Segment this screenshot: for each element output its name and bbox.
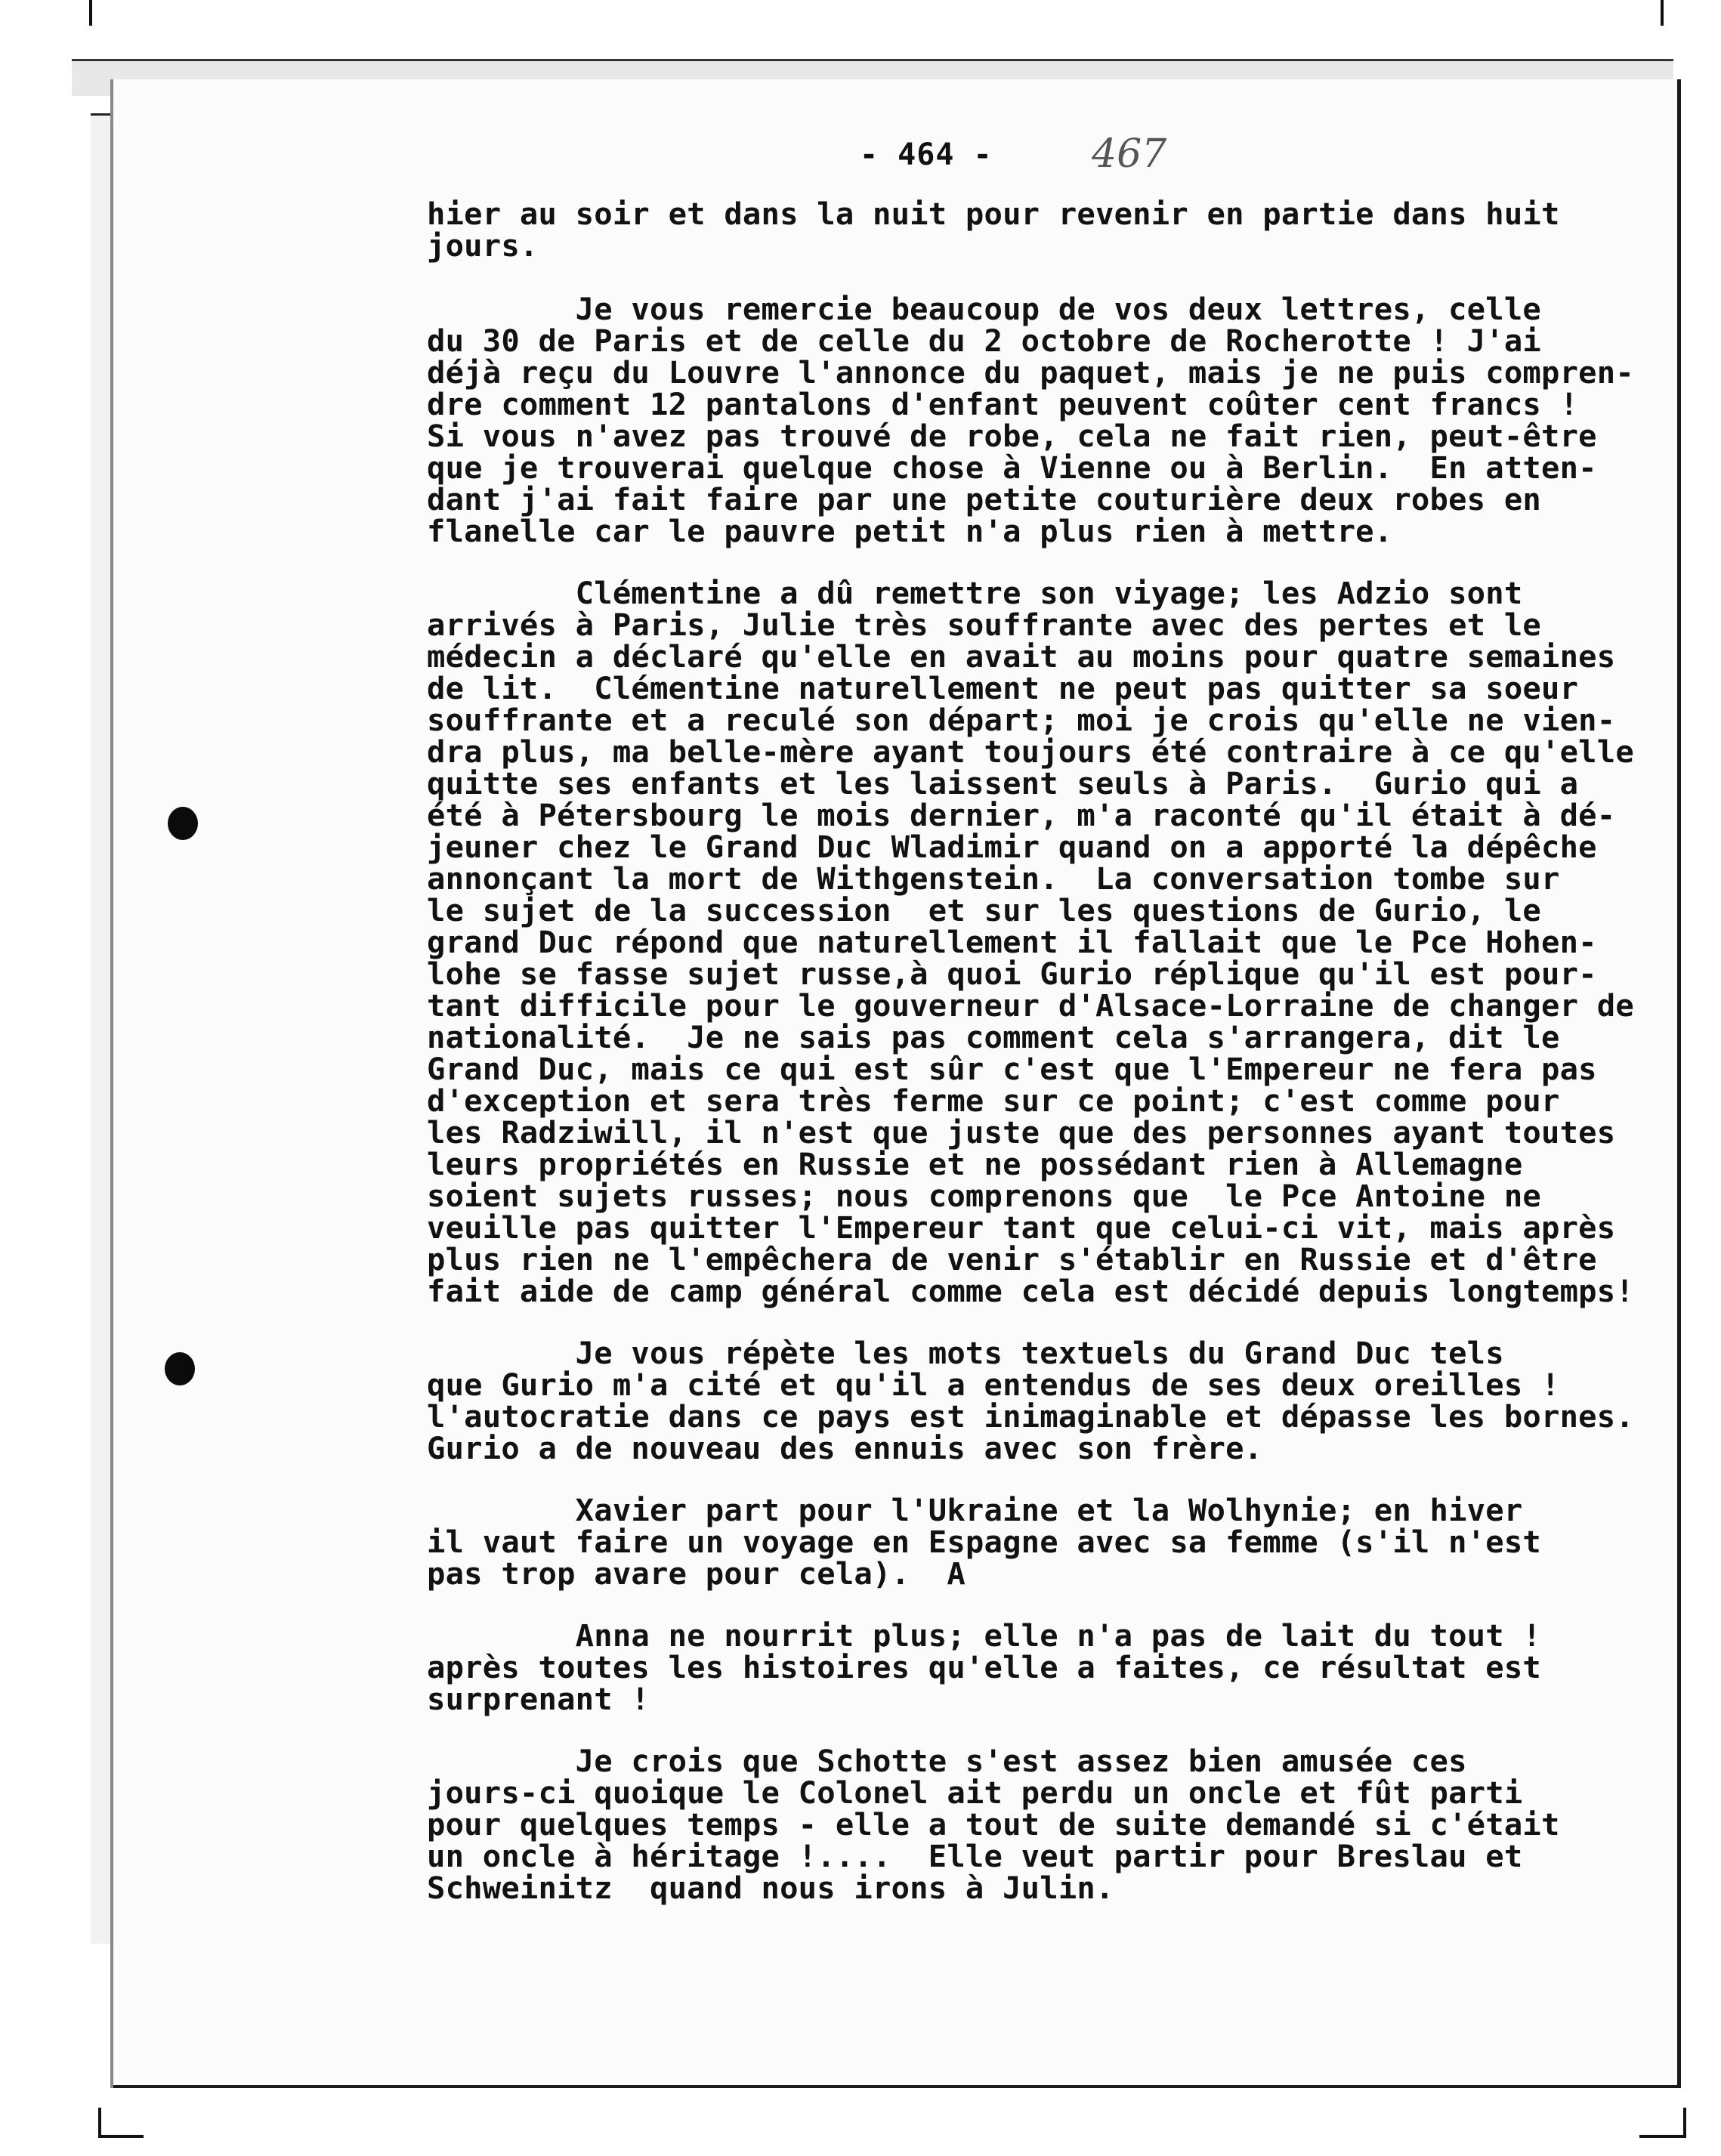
text-line: déjà reçu du Louvre l'annonce du paquet, mais je ne puis compren- — [427, 354, 1634, 391]
text-line: pour quelques temps - elle a tout de suite demandé si c'était — [427, 1806, 1560, 1842]
scan-corner-mark — [1683, 2108, 1686, 2138]
scan-corner-mark — [98, 2135, 144, 2138]
scan-corner-mark — [89, 0, 92, 26]
scan-corner-mark — [1661, 0, 1664, 26]
page-number: - 464 - — [860, 137, 993, 172]
text-line: plus rien ne l'empêchera de venir s'établir en Russie et d'être — [427, 1241, 1597, 1277]
text-line: Gurio a de nouveau des ennuis avec son frère. — [427, 1430, 1263, 1466]
text-line: d'exception et sera très ferme sur ce point; c'est comme pour — [427, 1083, 1560, 1119]
text-line: Je crois que Schotte s'est assez bien amusée ces — [427, 1743, 1467, 1779]
text-line: de lit. Clémentine naturellement ne peut pas quitter sa soeur — [427, 670, 1579, 706]
page-header — [0, 131, 1721, 183]
text-line: Clémentine a dû remettre son viyage; les Adzio sont — [427, 575, 1523, 611]
text-line: un oncle à héritage !.... Elle veut partir pour Breslau et — [427, 1838, 1523, 1874]
paragraph — [427, 1617, 1651, 1717]
text-line: leurs propriétés en Russie et ne possédant rien à Allemagne — [427, 1146, 1523, 1182]
text-line: après toutes les histoires qu'elle a faites, ce résultat est — [427, 1649, 1541, 1685]
text-line: arrivés à Paris, Julie très souffrante avec des pertes et le — [427, 607, 1541, 643]
text-line: Schweinitz quand nous irons à Julin. — [427, 1870, 1114, 1906]
text-line: Si vous n'avez pas trouvé de robe, cela ne fait rien, peut-être — [427, 418, 1597, 454]
letter-body — [427, 198, 1651, 1934]
text-line: dre comment 12 pantalons d'enfant peuvent coûter cent francs ! — [427, 386, 1579, 422]
text-line: dra plus, ma belle-mère ayant toujours été contraire à ce qu'elle — [427, 734, 1634, 770]
text-line: le sujet de la succession et sur les questions de Gurio, le — [427, 892, 1541, 928]
text-line: fait aide de camp général comme cela est décidé depuis longtemps! — [427, 1273, 1634, 1309]
text-line: dant j'ai fait faire par une petite couturière deux robes en — [427, 481, 1541, 517]
text-line: médecin a déclaré qu'elle en avait au moins pour quatre semaines — [427, 638, 1616, 675]
paragraph — [427, 577, 1651, 1307]
text-line: nationalité. Je ne sais pas comment cela s'arrangera, dit le — [427, 1019, 1560, 1055]
text-line: surprenant ! — [427, 1681, 650, 1717]
text-line: jours. — [427, 227, 539, 264]
text-line: Je vous répète les mots textuels du Grand Duc tels — [427, 1335, 1504, 1371]
scan-corner-mark — [1639, 2135, 1685, 2138]
text-line: les Radziwill, il n'est que juste que des personnes ayant toutes — [427, 1114, 1616, 1151]
text-line: Je vous remercie beaucoup de vos deux lettres, celle — [427, 291, 1541, 327]
handwritten-page-number: 467 — [1092, 131, 1167, 177]
text-line: veuille pas quitter l'Empereur tant que celui-ci vit, mais après — [427, 1209, 1616, 1246]
text-line: que Gurio m'a cité et qu'il a entendus de ses deux oreilles ! — [427, 1367, 1560, 1403]
text-line: jeuner chez le Grand Duc Wladimir quand on a apporté la dépêche — [427, 829, 1597, 865]
text-line: lohe se fasse sujet russe,à quoi Gurio réplique qu'il est pour- — [427, 956, 1597, 992]
text-line: flanelle car le pauvre petit n'a plus rien à mettre. — [427, 513, 1393, 549]
text-line: Xavier part pour l'Ukraine et la Wolhynie; en hiver — [427, 1492, 1523, 1528]
text-line: jours-ci quoique le Colonel ait perdu un oncle et fût parti — [427, 1775, 1523, 1811]
paragraph — [427, 1337, 1651, 1464]
paragraph — [427, 293, 1651, 547]
text-line: grand Duc répond que naturellement il fallait que le Pce Hohen- — [427, 924, 1597, 960]
text-line: il vaut faire un voyage en Espagne avec sa femme (s'il n'est — [427, 1524, 1541, 1560]
paragraph — [427, 1745, 1651, 1904]
text-line: quitte ses enfants et les laissent seuls à Paris. Gurio qui a — [427, 765, 1579, 802]
punch-hole — [165, 1352, 195, 1385]
text-line: du 30 de Paris et de celle du 2 octobre de Rocherotte ! J'ai — [427, 323, 1541, 359]
text-line: souffrante et a reculé son départ; moi je crois qu'elle ne vien- — [427, 702, 1616, 738]
scan-corner-mark — [98, 2108, 101, 2138]
text-line: que je trouverai quelque chose à Vienne ou à Berlin. En atten- — [427, 449, 1597, 486]
punch-hole — [168, 807, 198, 840]
text-line: Anna ne nourrit plus; elle n'a pas de lait du tout ! — [427, 1617, 1541, 1654]
text-line: pas trop avare pour cela). A — [427, 1555, 966, 1592]
text-line: Grand Duc, mais ce qui est sûr c'est que l'Empereur ne fera pas — [427, 1051, 1597, 1087]
text-line: annonçant la mort de Withgenstein. La conversation tombe sur — [427, 860, 1560, 897]
text-line: soient sujets russes; nous comprenons que le Pce Antoine ne — [427, 1178, 1541, 1214]
text-line: été à Pétersbourg le mois dernier, m'a raconté qu'il était à dé- — [427, 797, 1616, 833]
text-line: tant difficile pour le gouverneur d'Alsace-Lorraine de changer de — [427, 987, 1634, 1024]
paragraph — [427, 196, 1651, 264]
text-line: hier au soir et dans la nuit pour revenir en partie dans huit — [427, 196, 1560, 232]
paragraph — [427, 1492, 1651, 1592]
text-line: l'autocratie dans ce pays est inimaginable et dépasse les bornes. — [427, 1398, 1634, 1435]
